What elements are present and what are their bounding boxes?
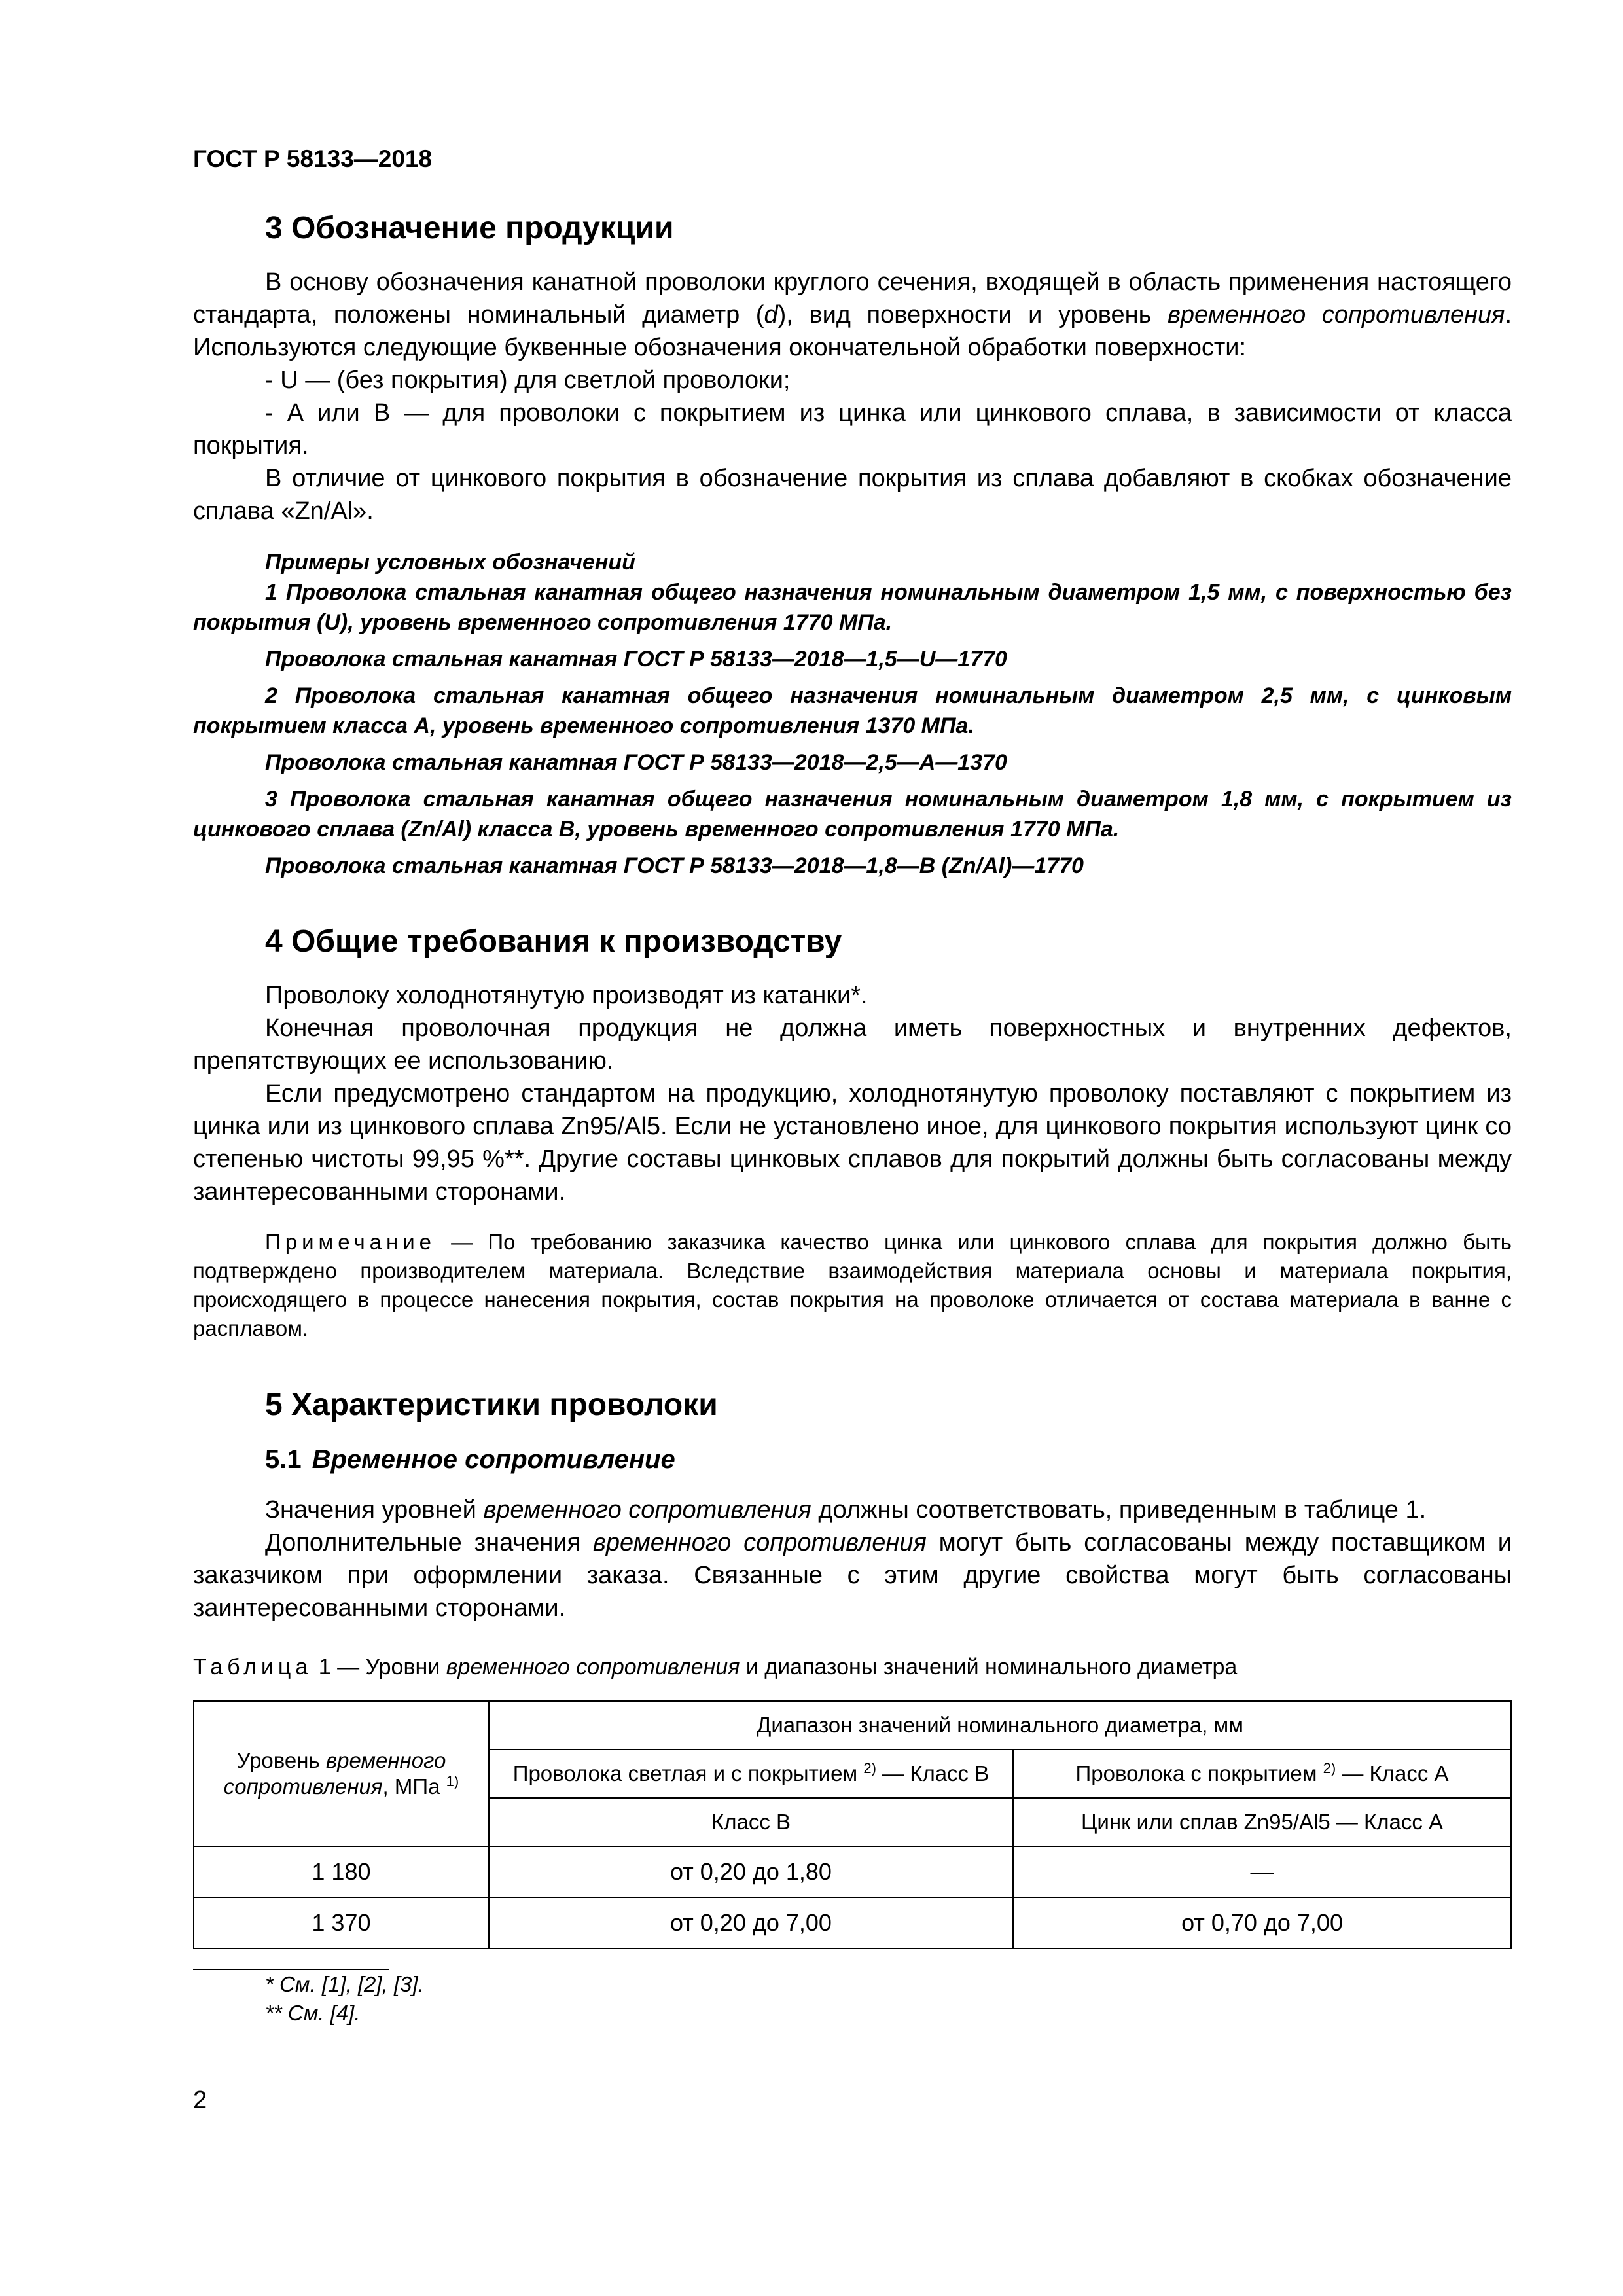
example-1: 1 Проволока стальная канатная общего назначения номинальным диаметром 1,5 мм, с поверхностью без покрытия (U), уровень временного сопротивления 1770 МПа. — [193, 580, 1512, 635]
term-italic: временного сопротивления — [446, 1655, 740, 1679]
subsection-number: 5.1 — [265, 1445, 302, 1474]
diameter-symbol: d — [764, 301, 778, 329]
caption-label: Таблица — [193, 1655, 313, 1679]
header-diameter-range: Диапазон значений номинального диаметра, мм — [489, 1701, 1511, 1749]
cell-class-a: от 0,70 до 7,00 — [1013, 1897, 1511, 1948]
footnote-ref: 2) — [863, 1760, 876, 1776]
note — [193, 1228, 1512, 1343]
footnote-1 — [265, 1970, 1512, 1999]
term-italic: временного сопротивления — [593, 1529, 927, 1556]
footnote-2 — [265, 1999, 1512, 2028]
cell-level: 1 370 — [194, 1897, 489, 1948]
page-number: 2 — [193, 2087, 207, 2114]
footnote-ref: 1) — [446, 1773, 459, 1789]
header-strength-level — [194, 1701, 489, 1846]
text-run: Уровень — [236, 1748, 326, 1772]
header-coated — [1013, 1749, 1511, 1798]
section-5-paragraph-1 — [193, 1494, 1512, 1526]
text-run: должны соответствовать, приведенным в таблице 1. — [811, 1496, 1427, 1524]
footnote-mark: ** — [265, 2001, 282, 2025]
document-code: ГОСТ Р 58133—2018 — [193, 145, 433, 172]
table-1 — [193, 1700, 1512, 1949]
example-3: 3 Проволока стальная канатная общего назначения номинальным диаметром 1,8 мм, с покрытием из цинкового сплава (Zn/Al) класса В, уровень временного сопротивления 1770 МПа. — [193, 787, 1512, 842]
term-italic: временного сопротивления — [483, 1496, 812, 1524]
subsection-5-1-title — [265, 1443, 1512, 1477]
table-row — [194, 1846, 1511, 1897]
note-label: Примечание — [265, 1230, 437, 1254]
section-4-title: 4 Общие требования к производству — [265, 924, 842, 959]
examples-block — [193, 547, 1512, 881]
table-1-caption — [193, 1652, 1512, 1682]
text-run: ), вид поверхности и уровень — [777, 301, 1168, 329]
section-5-paragraph-2 — [193, 1526, 1512, 1624]
note-text: — По требованию заказчика качество цинка или цинкового сплава для покрытия должно быть подтверждено производителем материала. Вследствие взаимодействия материала основы и материала покрытия, происходящего в процессе нанесения покрытия, состав покрытия на проволоке отличается от состава материала в ванне с расплавом. — [193, 1230, 1512, 1340]
footnote-mark: * — [265, 1972, 274, 1996]
section-3-paragraph-2: В отличие от цинкового покрытия в обозначение покрытия из сплава добавляют в скобках обозначение сплава «Zn/Al». — [193, 465, 1512, 525]
section-4-paragraph-1: Проволоку холоднотянутую производят из катанки*. — [265, 982, 868, 1009]
text-run: Проволока с покрытием — [1075, 1761, 1317, 1785]
text-run: — Класс А — [1336, 1761, 1449, 1785]
cell-class-b: от 0,20 до 1,80 — [489, 1846, 1013, 1897]
text-run: Проволока светлая и с покрытием — [512, 1761, 858, 1785]
example-2-code: Проволока стальная канатная ГОСТ Р 58133—2018—2,5—А—1370 — [265, 750, 1007, 775]
examples-title: Примеры условных обозначений — [265, 550, 635, 575]
footnote-text: См. [1], [2], [3]. — [273, 1972, 424, 1996]
text-run: могут быть согласованы между поставщиком и заказчиком при оформлении заказа. Связанные с этим другие свойства могут быть согласованы заинтересованными сторонами. — [193, 1529, 1512, 1622]
header-bright-coated — [489, 1749, 1013, 1798]
subsection-title: Временное сопротивление — [312, 1445, 675, 1474]
section-4-paragraph-2: Конечная проволочная продукция не должна иметь поверхностных и внутренних дефектов, препятствующих ее использованию. — [193, 1014, 1512, 1075]
text-run: — Класс В — [876, 1761, 990, 1785]
example-2: 2 Проволока стальная канатная общего назначения номинальным диаметром 2,5 мм, с цинковым покрытием класса А, уровень временного сопротивления 1370 МПа. — [193, 683, 1512, 738]
text-run: Значения уровней — [265, 1496, 484, 1524]
table-header-row — [194, 1701, 1511, 1749]
text-run: Дополнительные значения — [265, 1529, 594, 1556]
section-3-title: 3 Обозначение продукции — [265, 211, 674, 245]
header-class-b: Класс В — [489, 1798, 1013, 1846]
example-3-code: Проволока стальная канатная ГОСТ Р 58133—2018—1,8—В (Zn/Al)—1770 — [265, 853, 1084, 878]
text-run: , МПа — [382, 1774, 440, 1799]
text-run: В основу обозначения канатной проволоки круглого сечения, входящей в область применения настоящего стандарта, положены номинальный диаметр ( — [193, 268, 1512, 329]
footnote-ref: 2) — [1323, 1760, 1336, 1776]
list-item-u: - U — (без покрытия) для светлой проволоки; — [265, 367, 791, 394]
table-row — [194, 1897, 1511, 1948]
term-italic: временного сопротивления — [223, 1748, 446, 1799]
example-1-code: Проволока стальная канатная ГОСТ Р 58133—2018—1,5—U—1770 — [265, 647, 1007, 672]
text-run: и диапазоны значений номинального диаметра — [740, 1655, 1238, 1679]
section-5-title: 5 Характеристики проволоки — [265, 1388, 718, 1422]
cell-level: 1 180 — [194, 1846, 489, 1897]
footnote-text: См. [4]. — [281, 2001, 361, 2025]
cell-class-a: — — [1013, 1846, 1511, 1897]
page-content — [193, 144, 1512, 2028]
section-3-paragraph-1 — [193, 266, 1512, 364]
list-item-a-b: - А или В — для проволоки с покрытием из цинка или цинкового сплава, в зависимости от класса покрытия. — [193, 399, 1512, 459]
text-run: 1 — Уровни — [312, 1655, 446, 1679]
cell-class-b: от 0,20 до 7,00 — [489, 1897, 1013, 1948]
term-italic: временного сопротивления — [1168, 301, 1505, 329]
section-4-paragraph-3: Если предусмотрено стандартом на продукцию, холоднотянутую проволоку поставляют с покрытием из цинка или из цинкового сплава Zn95/Al5. Если не установлено иное, для цинкового покрытия используют цинк со степенью чистоты 99,95 %**. Другие составы цинковых сплавов для покрытий должны быть согласованы между заинтересованными сторонами. — [193, 1080, 1512, 1206]
text-run: . Используются следующие буквенные обозначения окончательной обработки поверхности: — [193, 301, 1512, 361]
header-class-a: Цинк или сплав Zn95/Al5 — Класс А — [1013, 1798, 1511, 1846]
